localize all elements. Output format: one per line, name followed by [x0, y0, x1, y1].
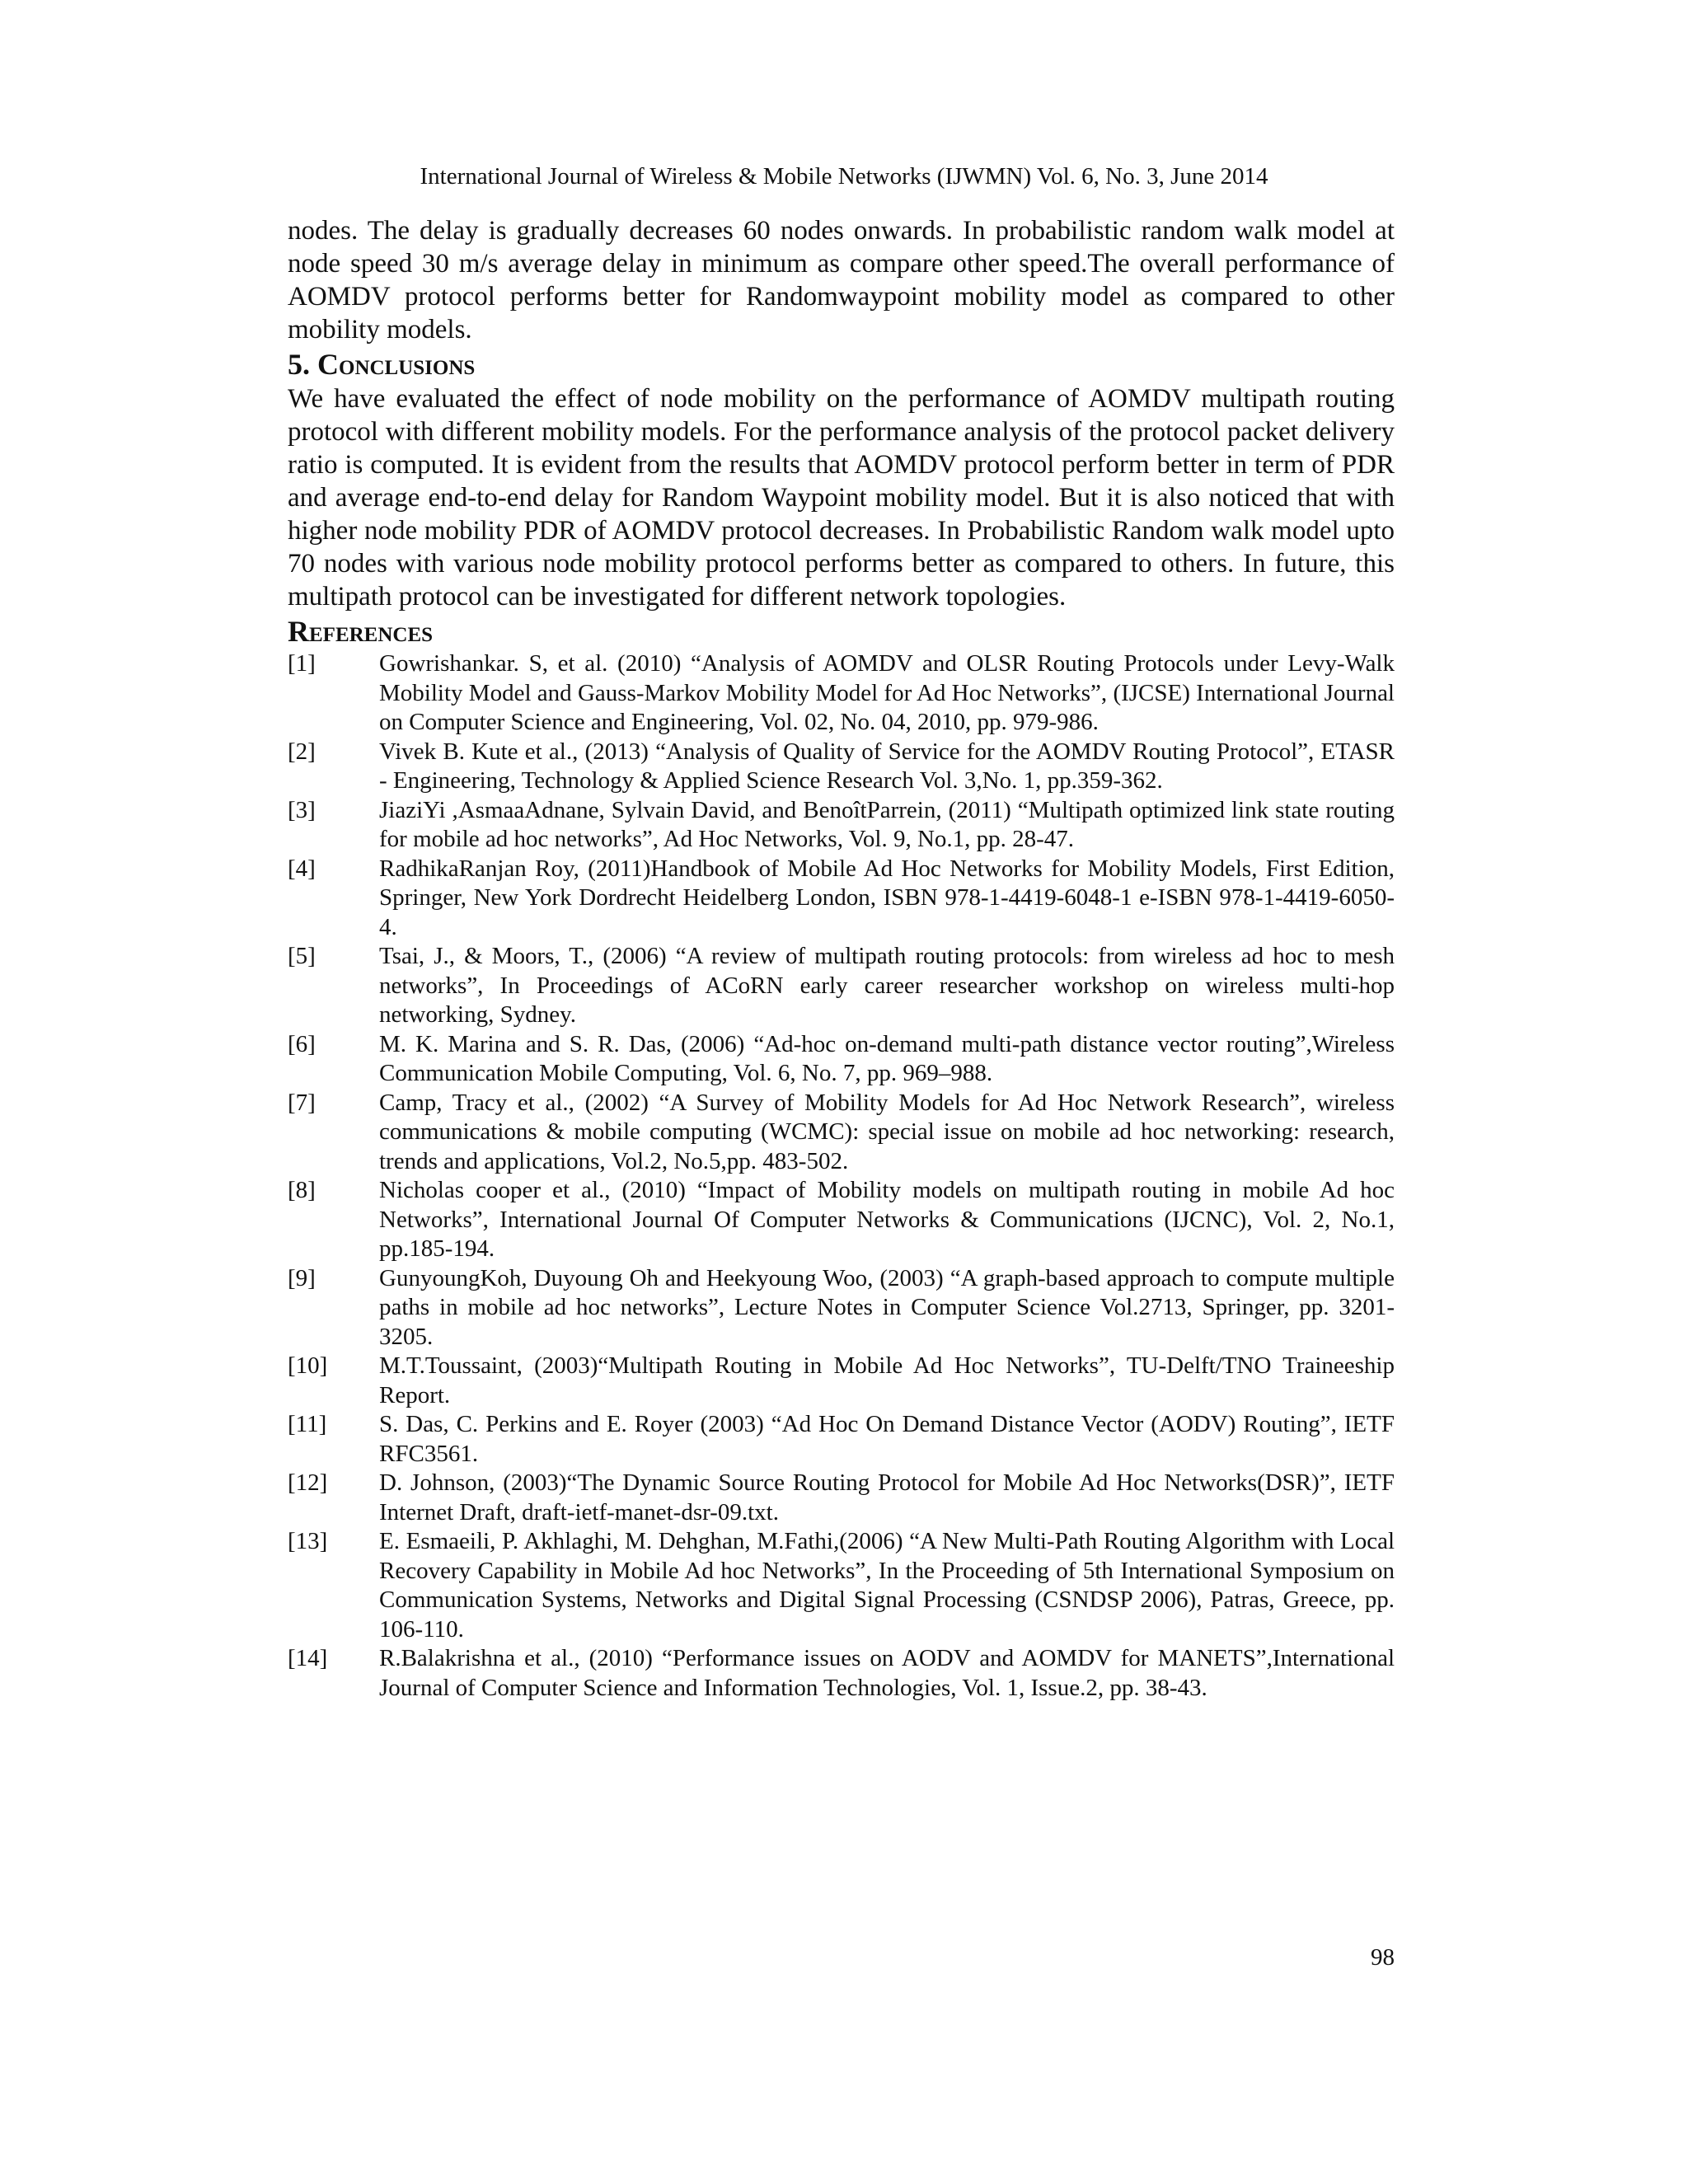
- reference-item: [288, 1352, 1395, 1410]
- conclusions-paragraph: We have evaluated the effect of node mobility on the performance of AOMDV multipath routing protocol with different mobility models. For the performance analysis of the protocol packet delivery ratio is computed. It is evident from the results that AOMDV protocol perform better in term of PDR and average end-to-end delay for Random Waypoint mobility model. But it is also noticed that with higher node mobility PDR of AOMDV protocol decreases. In Probabilistic Random walk model upto 70 nodes with various node mobility protocol performs better as compared to others. In future, this multipath protocol can be investigated for different network topologies.: [288, 384, 1395, 612]
- reference-number: [8]: [288, 1177, 316, 1203]
- reference-number: [5]: [288, 943, 316, 969]
- reference-text: Gowrishankar. S, et al. (2010) “Analysis of AOMDV and OLSR Routing Protocols under Levy-Walk Mobility Model and Gauss-Markov Mobility Model for Ad Hoc Networks”, (IJCSE) International Journal on Computer Science and Engineering, Vol. 02, No. 04, 2010, pp. 979-986.: [379, 650, 1395, 735]
- reference-text: M. K. Marina and S. R. Das, (2006) “Ad-hoc on-demand multi-path distance vector routing”,Wireless Communication Mobile Computing, Vol. 6, No. 7, pp. 969–988.: [379, 1030, 1395, 1086]
- reference-item: [288, 1469, 1395, 1527]
- reference-item: [288, 649, 1395, 738]
- reference-text: R.Balakrishna et al., (2010) “Performance issues on AODV and AOMDV for MANETS”,International Journal of Computer Science and Information Technologies, Vol. 1, Issue.2, pp. 38-43.: [379, 1645, 1395, 1701]
- page-number: 98: [1371, 1944, 1395, 1971]
- reference-number: [13]: [288, 1528, 328, 1554]
- reference-text: GunyoungKoh, Duyoung Oh and Heekyoung Woo, (2003) “A graph-based approach to compute multiple paths in mobile ad hoc networks”, Lecture Notes in Computer Science Vol.2713, Springer, pp. 3201-3205.: [379, 1264, 1395, 1350]
- reference-item: [288, 855, 1395, 943]
- reference-text: Vivek B. Kute et al., (2013) “Analysis of Quality of Service for the AOMDV Routing Protocol”, ETASR - Engineering, Technology & Applied Science Research Vol. 3,No. 1, pp.359-362.: [379, 738, 1395, 794]
- reference-item: [288, 1030, 1395, 1089]
- reference-number: [11]: [288, 1411, 327, 1437]
- reference-number: [12]: [288, 1469, 328, 1496]
- reference-number: [6]: [288, 1030, 316, 1057]
- reference-text: D. Johnson, (2003)“The Dynamic Source Routing Protocol for Mobile Ad Hoc Networks(DSR)”, IETF Internet Draft, draft-ietf-manet-dsr-09.txt.: [379, 1469, 1395, 1526]
- reference-number: [10]: [288, 1352, 328, 1379]
- reference-item: [288, 942, 1395, 1030]
- reference-text: Camp, Tracy et al., (2002) “A Survey of Mobility Models for Ad Hoc Network Research”, wireless communications & mobile computing (WCMC): special issue on mobile ad hoc networking: research, trends and applications, Vol.2, No.5,pp. 483-502.: [379, 1089, 1395, 1174]
- reference-item: [288, 1176, 1395, 1264]
- reference-item: [288, 738, 1395, 796]
- reference-text: M.T.Toussaint, (2003)“Multipath Routing in Mobile Ad Hoc Networks”, TU-Delft/TNO Traineeship Report.: [379, 1352, 1395, 1408]
- reference-text: JiaziYi ,AsmaaAdnane, Sylvain David, and BenoîtParrein, (2011) “Multipath optimized link state routing for mobile ad hoc networks”, Ad Hoc Networks, Vol. 9, No.1, pp. 28-47.: [379, 796, 1395, 852]
- reference-number: [3]: [288, 796, 316, 823]
- reference-text: S. Das, C. Perkins and E. Royer (2003) “Ad Hoc On Demand Distance Vector (AODV) Routing”, IETF RFC3561.: [379, 1411, 1395, 1467]
- running-header: International Journal of Wireless & Mobile Networks (IJWMN) Vol. 6, No. 3, June 2014: [420, 163, 1268, 190]
- reference-item: [288, 1410, 1395, 1469]
- reference-text: Nicholas cooper et al., (2010) “Impact of Mobility models on multipath routing in mobile Ad hoc Networks”, International Journal Of Computer Networks & Communications (IJCNC), Vol. 2, No.1, pp.185-194.: [379, 1177, 1395, 1262]
- reference-text: RadhikaRanjan Roy, (2011)Handbook of Mobile Ad Hoc Networks for Mobility Models, First Edition, Springer, New York Dordrecht Heidelberg London, ISBN 978-1-4419-6048-1 e-ISBN 978-1-4419-6050-4.: [379, 855, 1395, 940]
- reference-number: [1]: [288, 650, 316, 677]
- reference-number: [14]: [288, 1645, 328, 1671]
- page-body: [288, 214, 1395, 1703]
- reference-item: [288, 1644, 1395, 1703]
- conclusions-heading: 5. Conclusions: [288, 348, 476, 381]
- reference-list: [288, 649, 1395, 1703]
- reference-text: E. Esmaeili, P. Akhlaghi, M. Dehghan, M.Fathi,(2006) “A New Multi-Path Routing Algorithm with Local Recovery Capability in Mobile Ad hoc Networks”, In the Proceeding of 5th International Symposium on Communication Systems, Networks and Digital Signal Processing (CSNDSP 2006), Patras, Greece, pp. 106-110.: [379, 1528, 1395, 1643]
- references-heading: References: [288, 615, 434, 648]
- reference-item: [288, 1264, 1395, 1352]
- reference-number: [7]: [288, 1089, 316, 1116]
- intro-paragraph: nodes. The delay is gradually decreases 60 nodes onwards. In probabilistic random walk model at node speed 30 m/s average delay in minimum as compare other speed.The overall performance of AOMDV protocol performs better for Randomwaypoint mobility model as compared to other mobility models.: [288, 216, 1395, 344]
- reference-item: [288, 1527, 1395, 1644]
- reference-number: [4]: [288, 855, 316, 882]
- reference-text: Tsai, J., & Moors, T., (2006) “A review of multipath routing protocols: from wireless ad hoc to mesh networks”, In Proceedings of ACoRN early career researcher workshop on wireless multi-hop networking, Sydney.: [379, 943, 1395, 1028]
- reference-number: [9]: [288, 1264, 316, 1291]
- reference-item: [288, 796, 1395, 855]
- reference-number: [2]: [288, 738, 316, 765]
- reference-item: [288, 1089, 1395, 1177]
